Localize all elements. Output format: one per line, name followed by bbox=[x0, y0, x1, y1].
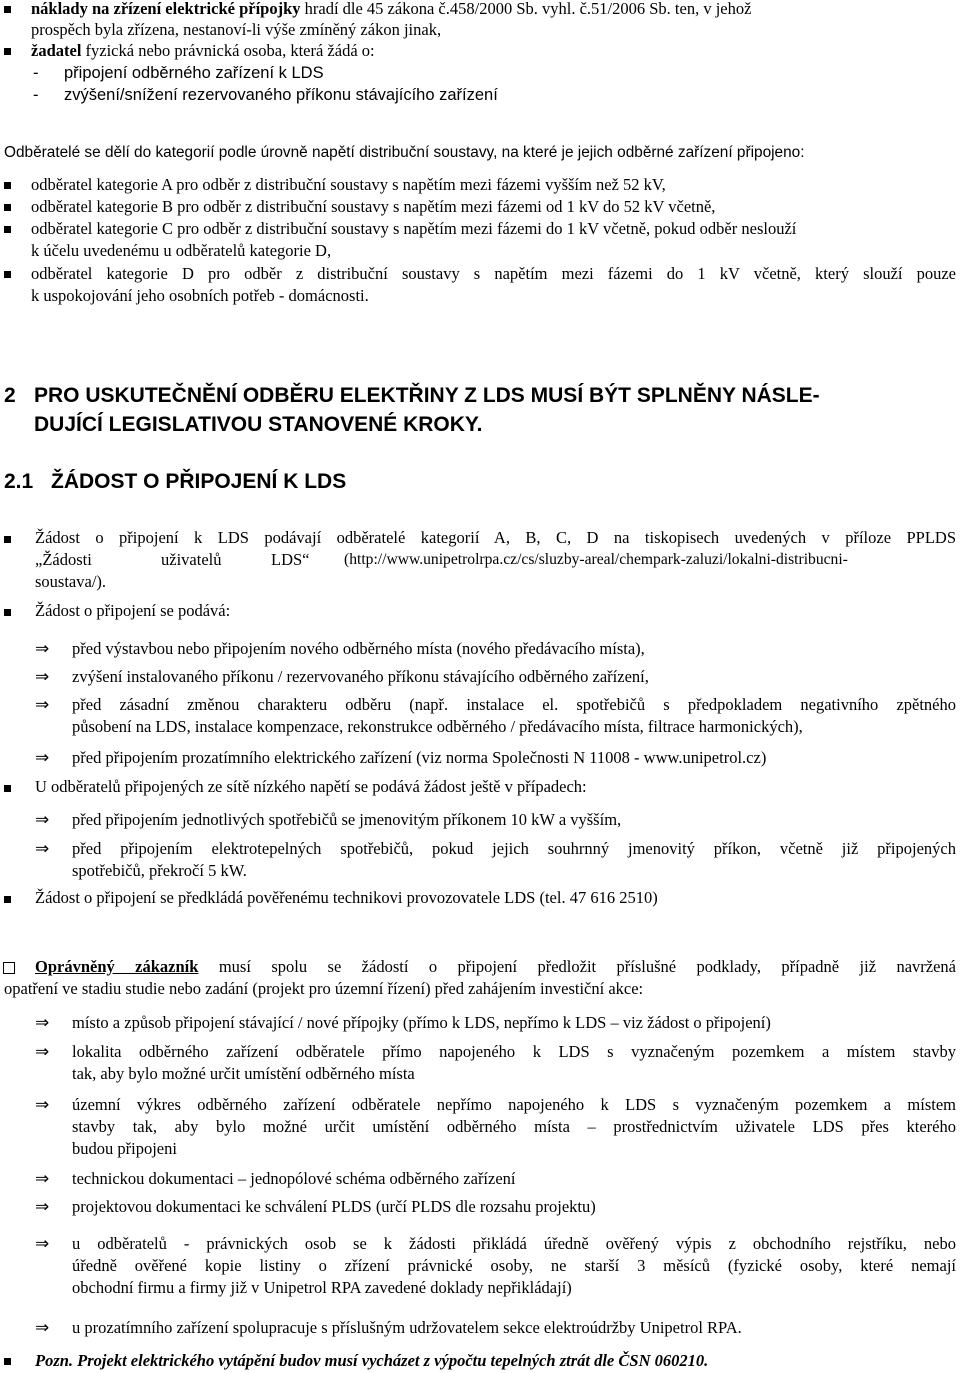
list-item: odběratel kategorie D pro odběr z distribuční soustavy s napětím mezi fázemi do 1 kV včetně, který slouží pouze bbox=[31, 264, 956, 283]
bold-term: žadatel bbox=[31, 41, 82, 60]
list-item-continuation: k uspokojování jeho osobních potřeb - domácnosti. bbox=[31, 286, 369, 305]
list-item: před zásadní změnou charakteru odběru (např. instalace el. spotřebičů s předpokladem negativního zpětného bbox=[72, 695, 956, 714]
underlined-text: Oprávněný zákazník bbox=[35, 957, 199, 976]
square-bullet-icon bbox=[4, 204, 11, 211]
list-item-continuation: tak, aby bylo možné určit umístění odběrného místa bbox=[72, 1064, 415, 1083]
list-item-continuation: k účelu uvedenému u odběratelů kategorie D, bbox=[31, 241, 332, 260]
subsection-title: ŽÁDOST O PŘIPOJENÍ K LDS bbox=[51, 470, 347, 493]
list-item: před připojením jednotlivých spotřebičů se jmenovitým příkonem 10 kW a vyšším, bbox=[72, 810, 622, 829]
text: uživatelů bbox=[161, 550, 222, 569]
categories-intro: Odběratelé se dělí do kategorií podle úrovně napětí distribuční soustavy, na které je jejich odběrné zařízení připojeno: bbox=[4, 144, 805, 161]
paragraph-line bbox=[35, 957, 956, 977]
list-item: územní výkres odběrného zařízení odběratele nepřímo napojeného k LDS s vyznačeným pozemkem a místem bbox=[72, 1095, 956, 1114]
text: fyzická nebo právnická osoba, která žádá o: bbox=[81, 41, 375, 60]
paragraph: Žádost o připojení se předkládá pověřenému technikovi provozovatele LDS (tel. 47 616 2510) bbox=[35, 888, 658, 907]
arrow-icon: ⇒ bbox=[35, 639, 50, 659]
customer-label bbox=[35, 957, 198, 976]
list-item-continuation: stavby tak, aby bylo možné určit umístění odběrného místa – prostřednictvím uživatele LDS přes kterého bbox=[72, 1117, 956, 1136]
square-bullet-icon bbox=[4, 536, 11, 543]
arrow-icon: ⇒ bbox=[35, 810, 50, 830]
checkbox-icon bbox=[3, 962, 15, 974]
list-item: projektovou dokumentaci ke schválení PLDS (určí PLDS dle rozsahu projektu) bbox=[72, 1197, 596, 1216]
paragraph-line: Žádost o připojení k LDS podávají odběratelé kategorií A, B, C, D na tiskopisech uvedených v příloze PPLDS bbox=[35, 528, 956, 547]
list-item-continuation: spotřebičů, překročí 5 kW. bbox=[72, 861, 247, 880]
paragraph: Žádost o připojení se podává: bbox=[35, 601, 231, 620]
paragraph: U odběratelů připojených ze sítě nízkého napětí se podává žádost ještě v případech: bbox=[35, 777, 587, 796]
arrow-icon: ⇒ bbox=[35, 1095, 50, 1115]
list-item-continuation: budou připojeni bbox=[72, 1139, 177, 1158]
list-item: připojení odběrného zařízení k LDS bbox=[64, 64, 324, 82]
list-item: odběratel kategorie B pro odběr z distribuční soustavy s napětím mezi fázemi od 1 kV do 52 kV včetně, bbox=[31, 197, 716, 216]
square-bullet-icon bbox=[4, 182, 11, 189]
arrow-icon: ⇒ bbox=[35, 1318, 50, 1338]
list-item: odběratel kategorie C pro odběr z distribuční soustavy s napětím mezi fázemi do 1 kV včetně, pokud odběr neslouží bbox=[31, 219, 797, 238]
list-item-continuation: působení na LDS, instalace kompenzace, rekonstrukce odběrného / předávacího místa, filtrace harmonických), bbox=[72, 717, 803, 736]
text: LDS“ bbox=[271, 550, 310, 569]
arrow-icon: ⇒ bbox=[35, 1013, 50, 1033]
arrow-icon: ⇒ bbox=[35, 667, 50, 687]
note: Pozn. Projekt elektrického vytápění budov musí vycházet z výpočtu tepelných ztrát dle ČSN 060210. bbox=[35, 1351, 709, 1370]
list-item: technickou dokumentaci – jednopólové schéma odběrného zařízení bbox=[72, 1169, 516, 1188]
list-item: před připojením prozatímního elektrického zařízení (viz norma Společnosti N 11008 - www.unipetrol.cz) bbox=[72, 748, 767, 767]
square-bullet-icon bbox=[4, 785, 11, 792]
section-title-continuation: DUJÍCÍ LEGISLATIVOU STANOVENÉ KROKY. bbox=[34, 413, 483, 436]
bold-term: náklady na zřízení elektrické přípojky bbox=[31, 0, 301, 18]
list-item: zvýšení/snížení rezervovaného příkonu stávajícího zařízení bbox=[64, 86, 498, 104]
square-bullet-icon bbox=[4, 1358, 11, 1365]
paragraph bbox=[31, 41, 375, 61]
paragraph-line: soustava/). bbox=[35, 572, 107, 591]
section-title: PRO USKUTEČNĚNÍ ODBĚRU ELEKTŘINY Z LDS MUSÍ BÝT SPLNĚNY NÁSLE- bbox=[34, 384, 820, 407]
arrow-icon: ⇒ bbox=[35, 748, 50, 768]
link-text[interactable]: (http://www.unipetrolrpa.cz/cs/sluzby-areal/chempark-zaluzi/lokalni-distribucni- bbox=[344, 551, 848, 568]
text: musí spolu se žádostí o připojení předložit příslušné podklady, případně již navržená bbox=[198, 957, 956, 976]
subsection-number: 2.1 bbox=[4, 470, 34, 493]
list-item: zvýšení instalovaného příkonu / rezervovaného příkonu stávajícího odběrného zařízení, bbox=[72, 667, 649, 686]
list-item: před připojením elektrotepelných spotřebičů, pokud jejich souhrnný jmenovitý příkon, včetně již připojených bbox=[72, 839, 956, 858]
list-item: místo a způsob připojení stávající / nové přípojky (přímo k LDS, nepřímo k LDS – viz žádost o připojení) bbox=[72, 1013, 771, 1032]
square-bullet-icon bbox=[4, 271, 11, 278]
text: hradí dle 45 zákona č.458/2000 Sb. vyhl. č.51/2006 Sb. ten, v jehož bbox=[300, 0, 752, 18]
arrow-icon: ⇒ bbox=[35, 695, 50, 715]
square-bullet-icon bbox=[4, 6, 11, 13]
text: „Žádosti bbox=[35, 550, 92, 569]
arrow-icon: ⇒ bbox=[35, 839, 50, 859]
square-bullet-icon bbox=[4, 609, 11, 616]
square-bullet-icon bbox=[4, 226, 11, 233]
section-number: 2 bbox=[4, 384, 16, 407]
list-item: před výstavbou nebo připojením nového odběrného místa (nového předávacího místa), bbox=[72, 639, 645, 658]
paragraph bbox=[31, 0, 956, 19]
dash-marker: - bbox=[33, 64, 39, 82]
arrow-icon: ⇒ bbox=[35, 1169, 50, 1189]
list-item: odběratel kategorie A pro odběr z distribuční soustavy s napětím mezi fázemi vyšším než 52 kV, bbox=[31, 175, 666, 194]
square-bullet-icon bbox=[4, 48, 11, 55]
list-item: u odběratelů - právnických osob se k žádosti přikládá úředně ověřený výpis z obchodního rejstříku, nebo bbox=[72, 1234, 956, 1253]
list-item-continuation: úředně ověřené kopie listiny o zřízení právnické osoby, ne starší 3 měsíců (fyzické osoby, které nemají bbox=[72, 1256, 956, 1275]
list-item-continuation: obchodní firmu a firmy již v Unipetrol RPA zavedené doklady nepřikládají) bbox=[72, 1278, 572, 1297]
list-item: u prozatímního zařízení spolupracuje s příslušným udržovatelem sekce elektroúdržby Unipetrol RPA. bbox=[72, 1318, 742, 1337]
paragraph-line: opatření ve stadiu studie nebo zadání (projekt pro územní řízení) před zahájením investiční akce: bbox=[4, 979, 644, 998]
paragraph-line: prospěch byla zřízena, nestanoví-li výše zmíněný zákon jinak, bbox=[31, 20, 442, 39]
arrow-icon: ⇒ bbox=[35, 1197, 50, 1217]
arrow-icon: ⇒ bbox=[35, 1042, 50, 1062]
square-bullet-icon bbox=[4, 896, 11, 903]
list-item: lokalita odběrného zařízení odběratele přímo napojeného k LDS s vyznačeným pozemkem a místem stavby bbox=[72, 1042, 956, 1061]
dash-marker: - bbox=[33, 86, 39, 104]
arrow-icon: ⇒ bbox=[35, 1234, 50, 1254]
